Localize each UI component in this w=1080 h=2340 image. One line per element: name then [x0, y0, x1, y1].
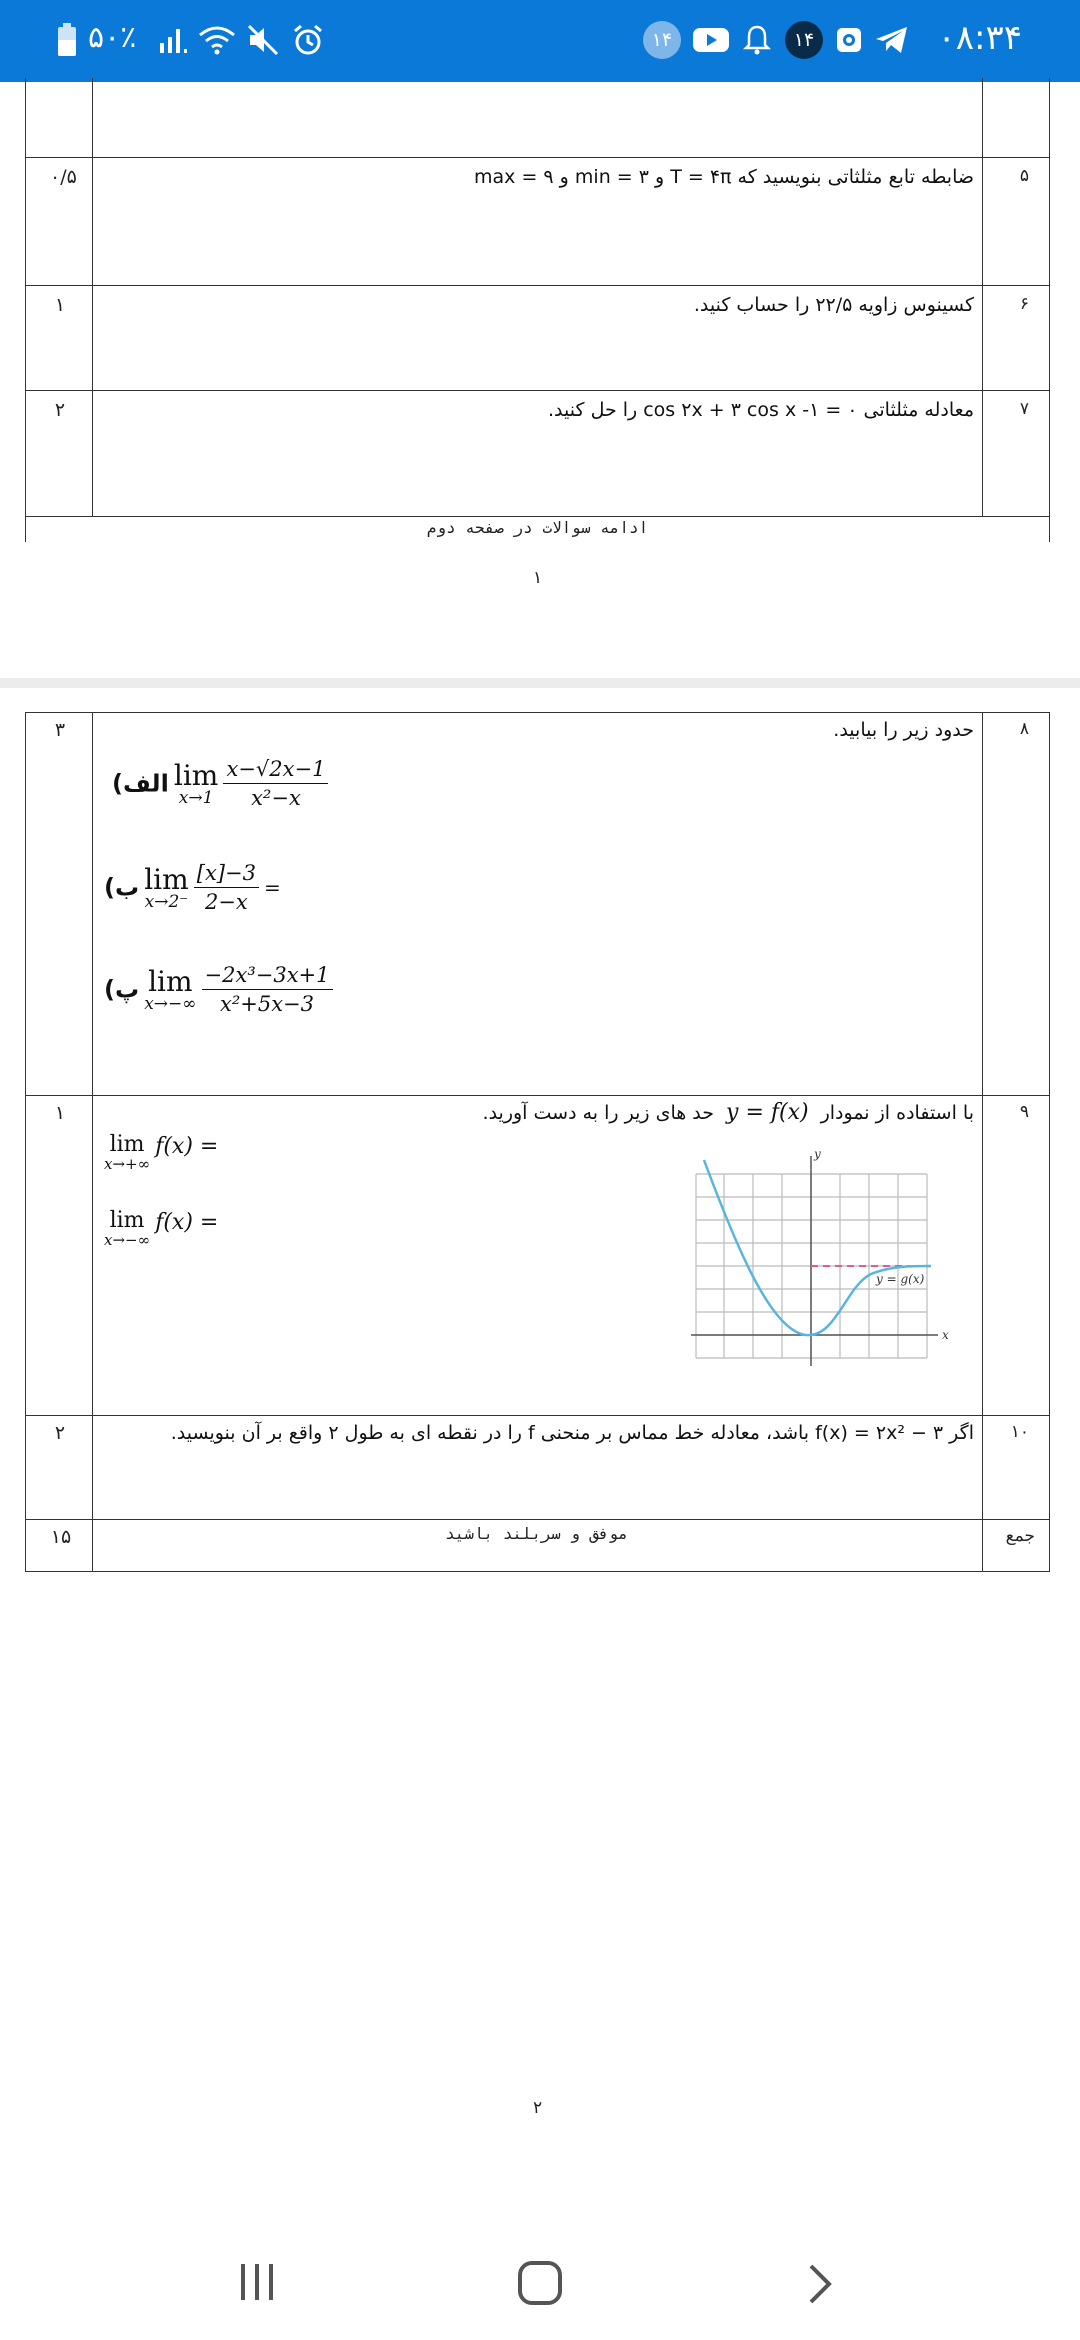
question-score: ۲ — [54, 399, 66, 421]
page-number: ۲ — [533, 2098, 543, 2118]
home-button[interactable] — [512, 2258, 568, 2308]
function-curve — [704, 1160, 931, 1335]
question-number: ۵ — [1019, 166, 1029, 186]
question-number: ۶ — [1019, 294, 1029, 314]
question-text: معادله مثلثاتی cos ۲x + ۳ cos x -۱ = ۰ را حل کنید. — [548, 399, 974, 421]
notification-badge-dark: ۱۴ — [784, 20, 824, 60]
question-row-5 — [26, 158, 1049, 286]
question-number: ۹ — [1019, 1102, 1029, 1122]
question-text: ضابطه تابع مثلثاتی بنویسید که T = ۴π و min = ۳ و max = ۹ — [474, 166, 974, 188]
question-score: ۳ — [54, 719, 66, 741]
notification-badge-light: ۱۴ — [642, 20, 682, 60]
exam-table-page-1 — [25, 78, 1050, 542]
battery-percent: ۵۰٪ — [88, 20, 137, 55]
exam-page-1 — [0, 82, 1080, 678]
limit-minus-infinity: lim x→−∞ f(x) = — [104, 1208, 219, 1249]
bell-icon — [740, 20, 774, 60]
wifi-icon — [196, 20, 238, 60]
telegram-icon — [872, 20, 912, 60]
question-score: ۱ — [54, 294, 66, 316]
question-row-7 — [26, 391, 1049, 517]
continue-note: ادامه سوالات در صفحه دوم — [426, 518, 649, 537]
mute-icon — [244, 20, 282, 60]
function-graph — [666, 1146, 986, 1386]
limit-part-be: ب) lim x→2⁻ $\frac{[x]-3}{2-x}$ = — [104, 861, 281, 914]
app-notification-icon — [832, 20, 866, 60]
recent-apps-button[interactable] — [232, 2260, 282, 2304]
limit-part-pe: پ) lim x→−∞ $\frac{\text{−2x³−3x+1}}{\text{x²+5x−3}}$ — [104, 963, 333, 1016]
question-score: ۲ — [54, 1422, 66, 1444]
question-row-6 — [26, 286, 1049, 391]
curve-label: y = g(x) — [876, 1272, 925, 1286]
alarm-icon — [288, 20, 328, 60]
page-number: ۱ — [533, 568, 543, 588]
navigation-bar — [0, 2220, 1080, 2340]
limit-plus-infinity: lim x→+∞ f(x) = — [104, 1132, 219, 1173]
question-number: ۸ — [1019, 719, 1029, 739]
signal-icon — [156, 20, 190, 60]
status-time: ۰۸:۳۴ — [937, 18, 1022, 58]
page-divider — [0, 678, 1080, 688]
question-text: حدود زیر را بیابید. — [833, 719, 974, 741]
svg-text:x: x — [942, 1328, 949, 1342]
total-score: ۱۵ — [50, 1526, 72, 1548]
question-text: با استفاده از نمودار y = f(x) حد های زیر را به دست آورید. — [482, 1100, 974, 1125]
exam-page-2 — [0, 688, 1080, 2218]
question-number: ۷ — [1019, 399, 1029, 419]
total-label: جمع — [1005, 1526, 1035, 1546]
question-row-8 — [26, 713, 1049, 1096]
limit-part-alef: الف) lim x→1 $\frac{x-√2x-1}{\text{x²−x}}$ — [112, 757, 328, 810]
total-row — [26, 1520, 1049, 1571]
question-text: اگر f(x) = ۲x² − ۳ باشد، معادله خط مماس بر منحنی f را در نقطه ای به طول ۲ واقع بر آن بنویسید. — [170, 1422, 974, 1444]
question-row-9 — [26, 1096, 1049, 1416]
question-score: ۰/۵ — [50, 166, 77, 188]
status-bar — [0, 0, 1080, 82]
question-text: کسینوس زاویه ۲۲/۵ را حساب کنید. — [693, 294, 974, 316]
battery-icon — [54, 20, 80, 60]
closing-message: موفق و سربلند باشید — [444, 1524, 629, 1543]
continue-note-row — [26, 517, 1049, 542]
youtube-icon — [690, 20, 732, 60]
svg-text:y: y — [814, 1147, 821, 1161]
back-button[interactable] — [800, 2260, 840, 2308]
question-row-10 — [26, 1416, 1049, 1520]
question-score: ۱ — [54, 1102, 66, 1124]
question-number: ۱۰ — [1010, 1422, 1029, 1442]
exam-table-page-2 — [25, 712, 1050, 1572]
